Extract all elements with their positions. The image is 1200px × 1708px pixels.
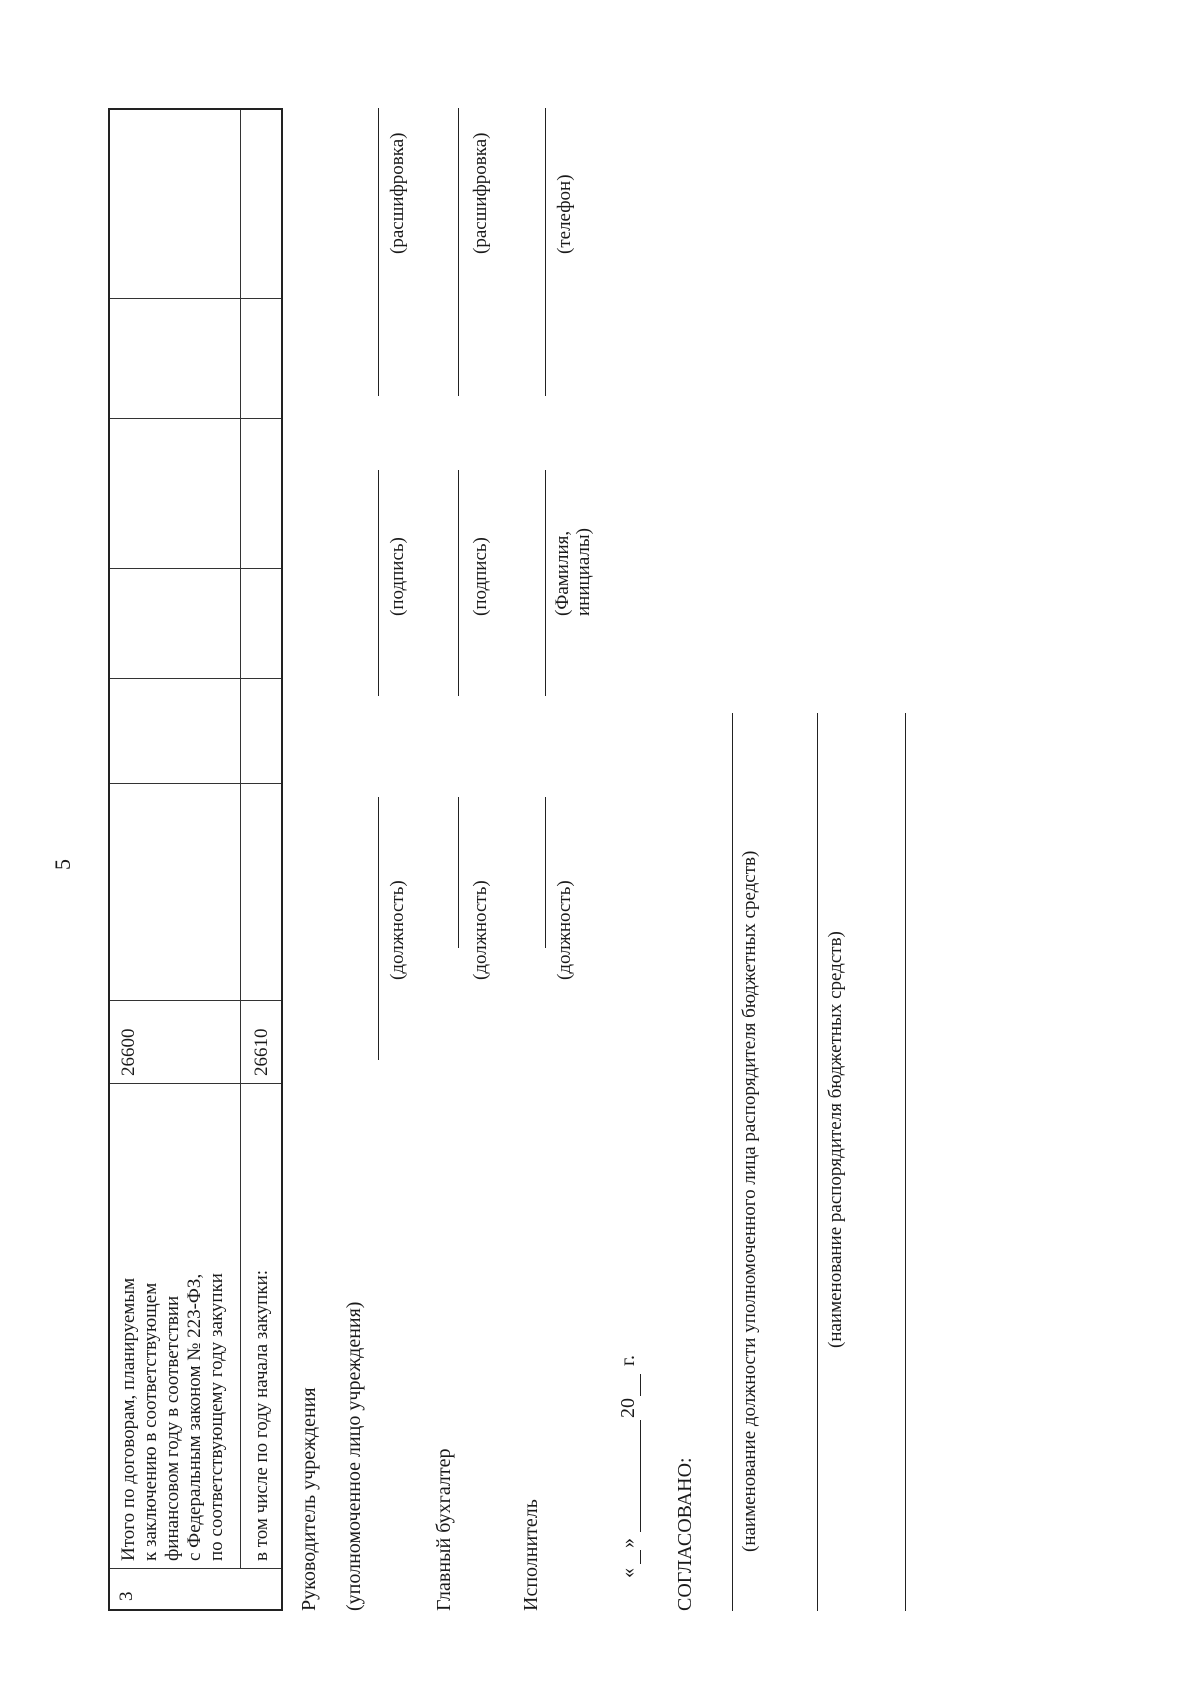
row-number-cell [110,1569,283,1609]
position-line [458,797,459,948]
description-line: к заключению в соответствующем [140,1282,161,1561]
position-line [378,797,379,1060]
description-line: Итого по договорам, планируемым [118,1277,139,1561]
fio-line [545,470,546,696]
position-hint: (должность) [554,880,575,980]
table-col-divider [110,678,281,679]
page-number: 5 [50,859,75,870]
subtotal-description: в том числе по году начала закупки: [251,1269,272,1561]
fio-hint-line: (Фамилия, [552,530,573,616]
code-cell [241,1001,283,1084]
position-hint: (должность) [470,880,491,980]
phone-line [545,108,546,396]
decoding-hint: (расшифровка) [470,132,491,254]
signature-line [378,470,379,696]
table-col-divider [110,568,281,569]
decoding-hint: (расшифровка) [387,132,408,254]
year-blank-line [640,1374,641,1396]
code-cell [110,1001,240,1084]
approval-organization-hint: (наименование распорядителя бюджетных средств) [825,931,846,1348]
table-col-divider [110,418,281,419]
approval-position-hint: (наименование должности уполномоченного лица распорядителя бюджетных средств) [739,850,760,1552]
line-code: 26610 [251,1028,272,1076]
signature-hint: (подпись) [470,537,491,616]
row-number: 3 [116,1591,137,1601]
head-label: Руководитель учреждения [298,1387,320,1611]
fio-hint [552,528,594,616]
approval-title: СОГЛАСОВАНО: [674,1457,696,1611]
executor-label: Исполнитель [520,1499,542,1611]
decoding-line [378,108,379,396]
position-line [545,797,546,948]
fio-hint-line: инициалы) [573,527,594,616]
decoding-line [458,108,459,396]
date-open-quote: « [617,1568,639,1578]
description-cell [241,1084,283,1569]
description-line: по соответствующему году закупки [206,1273,227,1561]
approval-signature-line [905,713,906,1611]
head-sub-label: (уполномоченное лицо учреждения) [343,1301,365,1611]
day-blank-line [640,1550,641,1564]
signature-hint: (подпись) [387,537,408,616]
approval-position-line [732,713,733,1611]
position-hint: (должность) [387,880,408,980]
year-prefix: 20 [617,1398,639,1418]
summary-table [108,108,283,1611]
table-col-divider [110,298,281,299]
description-line: с Федеральным законом № 223-ФЗ, [184,1273,205,1561]
phone-hint: (телефон) [554,174,575,254]
approval-organization-line [817,713,818,1611]
description-cell [110,1084,240,1569]
line-code: 26600 [118,1028,139,1076]
table-col-divider [110,783,281,784]
description-line: финансовом году в соответствии [162,1295,183,1561]
accountant-label: Главный бухгалтер [433,1448,455,1611]
month-blank-line [640,1420,641,1532]
signature-line [458,470,459,696]
date-close-quote: » [617,1538,639,1548]
year-suffix: г. [617,1355,639,1366]
